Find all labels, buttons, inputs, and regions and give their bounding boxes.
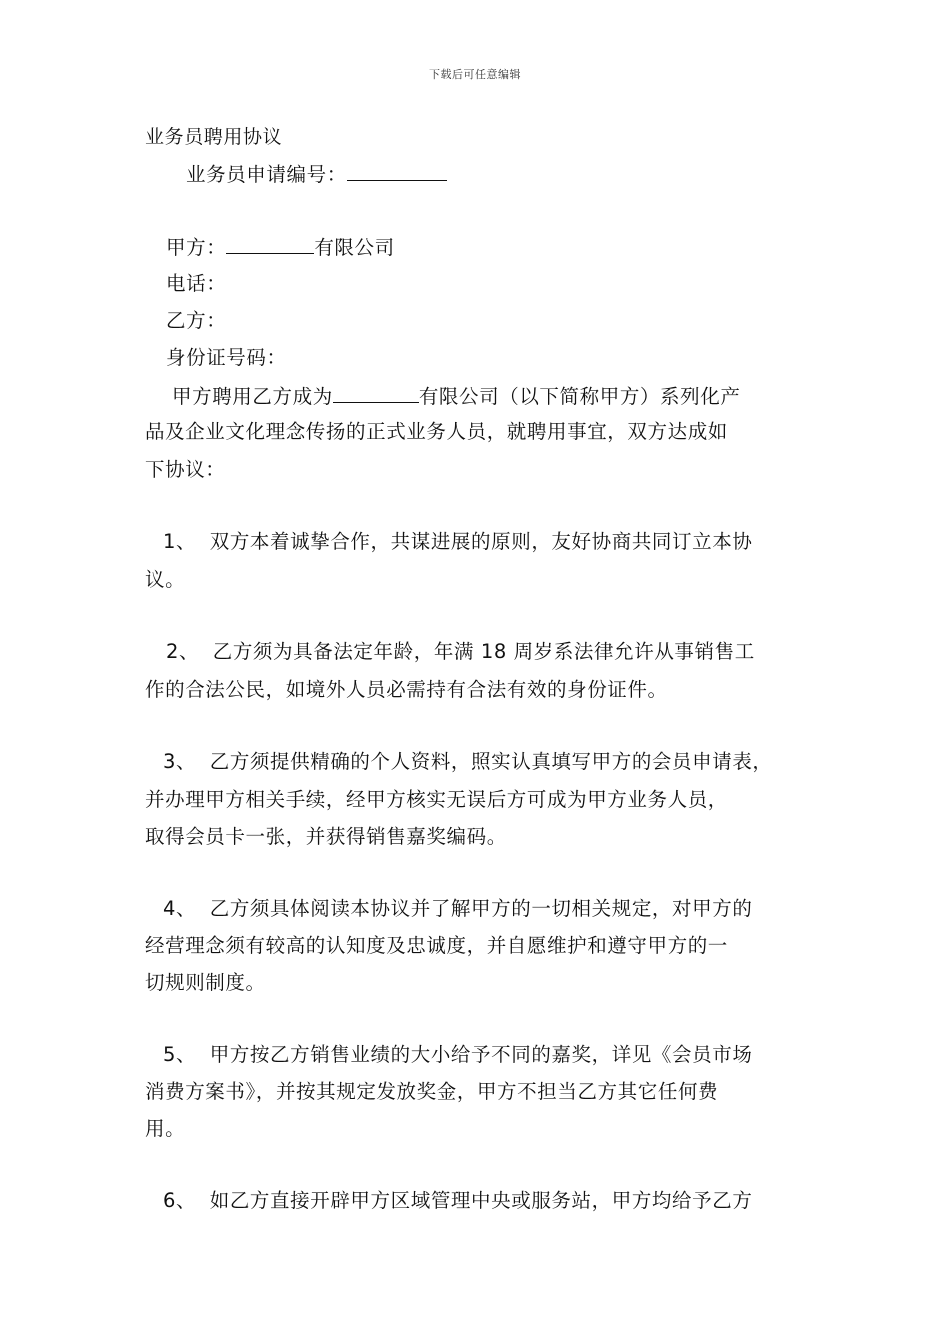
clause-5-line-3: 用。 [145,1117,186,1140]
intro-line-1 [172,382,740,409]
clause-number: 6、 [163,1189,197,1212]
clause-3-line-2: 并办理甲方相关手续，经甲方核实无误后方可成为甲方业务人员， [145,788,728,811]
clause-2-line-2: 作的合法公民，如境外人员必需持有合法有效的身份证件。 [145,678,668,701]
party-b-label: 乙方： [166,309,227,332]
clause-text: 乙方须为具备法定年龄，年满 18 周岁系法律允许从事销售工 [212,640,755,663]
party-a-blank [226,233,314,254]
clause-text: 乙方须具体阅读本协议并了解甲方的一切相关规定，对甲方的 [209,897,753,920]
clause-number: 5、 [163,1043,197,1066]
party-a-line [166,233,395,260]
clause-2-first-line [166,640,755,664]
intro-line-2: 品及企业文化理念传扬的正式业务人员，就聘用事宜，双方达成如 [145,420,728,443]
clause-6-first-line [163,1189,752,1213]
intro-prefix: 甲方聘用乙方成为 [172,385,333,408]
clause-4-line-2: 经营理念须有较高的认知度及忠诚度，并自愿维护和遵守甲方的一 [145,934,728,957]
application-number-line [186,160,447,187]
clause-number: 1、 [163,530,197,553]
clause-1-first-line [163,530,752,554]
party-a-suffix: 有限公司 [314,236,395,259]
clause-3-first-line [163,750,773,774]
clause-number: 4、 [163,897,197,920]
clause-4-first-line [163,897,752,921]
clause-1-line-2: 议。 [145,568,186,591]
clause-5-line-2: 消费方案书》，并按其规定发放奖金，甲方不担当乙方其它任何费 [145,1080,719,1103]
clause-text: 甲方按乙方销售业绩的大小给予不同的嘉奖，详见《会员市场 [209,1043,753,1066]
phone-label: 电话： [166,272,227,295]
clause-number: 3、 [163,750,197,773]
clause-text: 乙方须提供精确的个人资料，照实认真填写甲方的会员申请表， [209,750,773,773]
clause-number: 2、 [166,640,200,663]
clause-3-line-3: 取得会员卡一张，并获得销售嘉奖编码。 [145,825,507,848]
intro-company-blank [333,382,419,403]
application-number-label: 业务员申请编号： [186,163,347,186]
page-header: 下载后可任意编辑 [429,68,521,81]
intro-line-3: 下协议： [145,458,226,481]
clause-4-line-3: 切规则制度。 [145,971,266,994]
clause-text: 双方本着诚挚合作，共谋进展的原则，友好协商共同订立本协 [209,530,753,553]
intro-suffix: 有限公司（以下简称甲方）系列化产 [418,385,741,408]
application-number-blank [347,160,447,181]
document-title: 业务员聘用协议 [145,126,283,148]
id-number-label: 身份证号码： [166,346,287,369]
clause-text: 如乙方直接开辟甲方区域管理中央或服务站，甲方均给予乙方 [209,1189,753,1212]
clause-5-first-line [163,1043,752,1067]
party-a-label: 甲方： [166,236,227,259]
